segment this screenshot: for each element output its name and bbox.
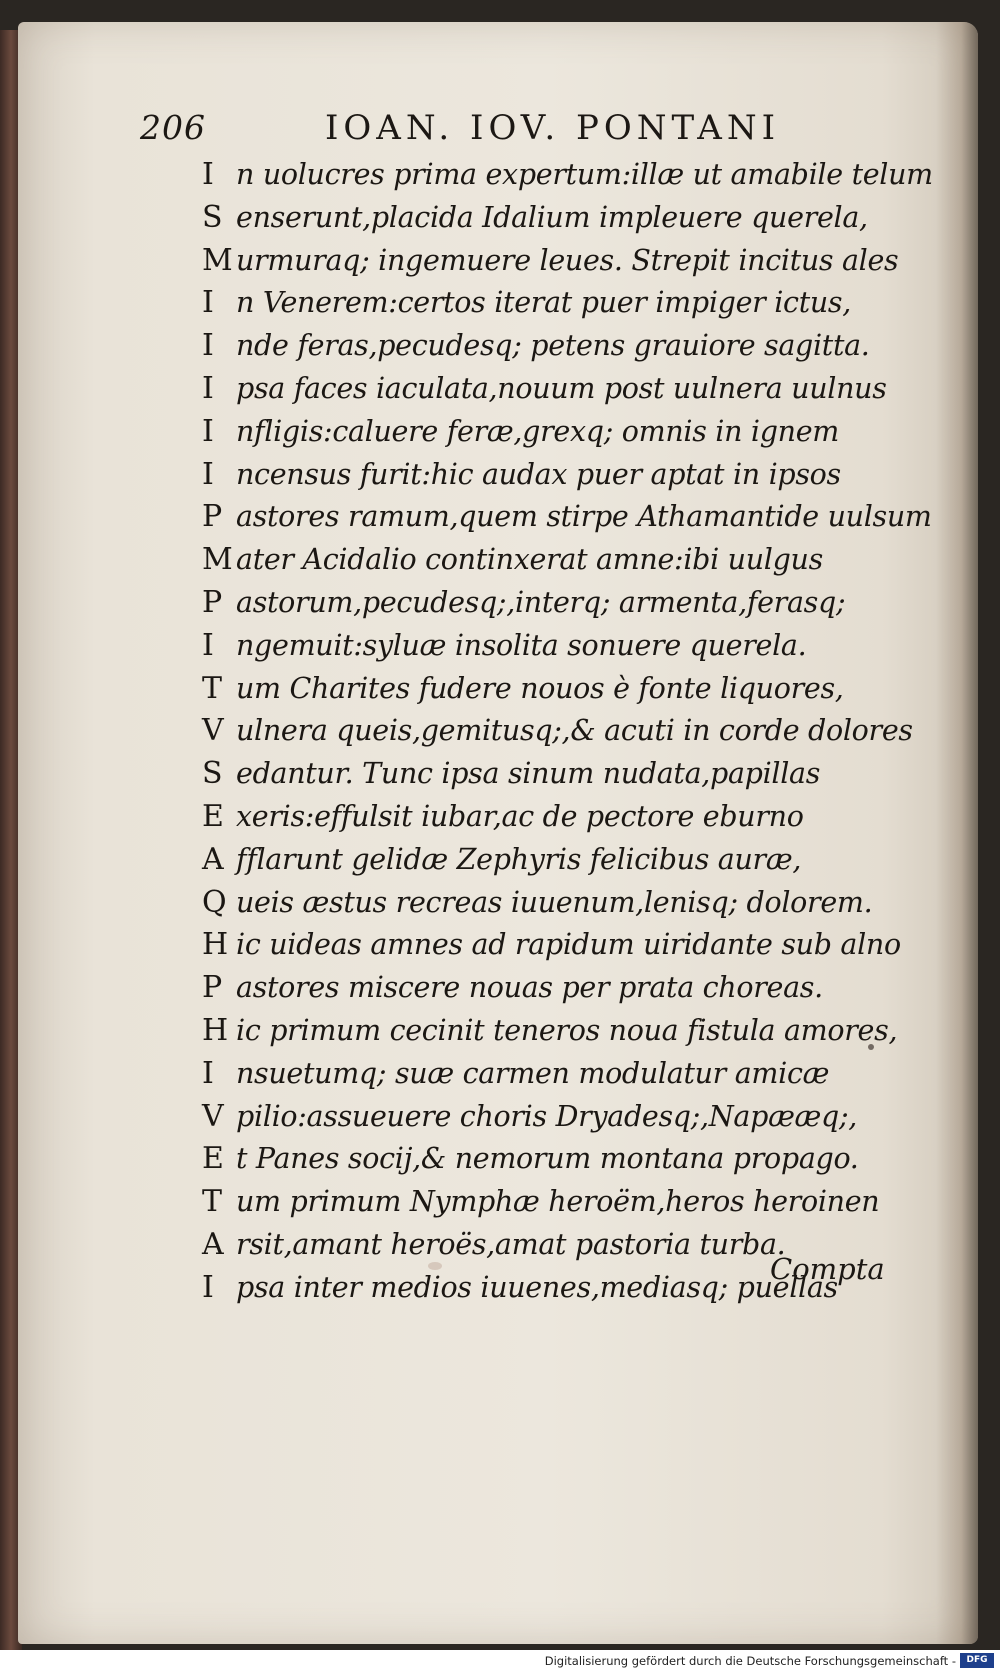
verse-initial: A: [202, 1226, 224, 1262]
verse-text: xeris:effulsit iubar,ac de pectore eburno: [236, 799, 804, 833]
verse-initial: P: [202, 970, 223, 1006]
verse-initial: E: [202, 1141, 224, 1177]
verse-text: n uolucres prima expertum:illæ ut amabile telum: [236, 158, 933, 191]
verse-line: [202, 1092, 942, 1135]
verse-initial: I: [202, 157, 214, 192]
verse-initial: I: [202, 1269, 214, 1305]
verse-line: [202, 236, 942, 279]
verse-line: [202, 1006, 942, 1049]
verse-initial: I: [202, 627, 214, 663]
verse-text: astores ramum,quem stirpe Athamantide uulsum: [236, 500, 932, 534]
verse-initial: I: [202, 456, 214, 492]
page-number: 206: [140, 108, 206, 147]
verse-text: nfligis:caluere feræ,grexq; omnis in ignem: [236, 414, 840, 448]
verse-initial: V: [202, 1098, 224, 1134]
verse-text: rsit,amant heroës,amat pastoria turba.: [236, 1227, 786, 1261]
verse-text: ncensus furit:hic audax puer aptat in ipsos: [236, 457, 841, 491]
verse-initial: S: [202, 199, 223, 235]
verse-initial: P: [202, 584, 223, 620]
verse-initial: T: [202, 670, 223, 706]
verse-text: pilio:assueuere choris Dryadesq;,Napææq;,: [236, 1099, 858, 1133]
verse-initial: M: [202, 242, 233, 278]
dfg-logo: DFG: [960, 1653, 994, 1668]
verse-text: ulnera queis,gemitusq;,& acuti in corde dolores: [236, 714, 913, 748]
verse-line: [202, 621, 942, 664]
verse-initial: Q: [202, 884, 227, 920]
verse-initial: E: [202, 798, 224, 834]
verse-text: psa inter medios iuuenes,mediasq; puellas: [236, 1270, 838, 1304]
verse-initial: P: [202, 499, 223, 535]
verse-initial: H: [202, 927, 229, 963]
verse-line: [202, 1134, 942, 1177]
verse-line: [202, 450, 942, 493]
verse-line: [202, 1177, 942, 1220]
verse-line: [202, 321, 942, 364]
verse-initial: S: [202, 756, 223, 792]
verse-text: t Panes socij,& nemorum montana propago.: [236, 1142, 859, 1176]
verse-line: [202, 193, 942, 236]
verse-text: ngemuit:syluæ insolita sonuere querela.: [236, 628, 807, 662]
verse-text: enserunt,placida Idalium impleuere querela,: [236, 200, 868, 234]
verse-line: [202, 578, 942, 621]
verse-initial: I: [202, 413, 214, 449]
verse-line: [202, 407, 942, 450]
verse-line: [202, 364, 942, 407]
verse-text: urmuraq; ingemuere leues. Strepit incitus ales: [236, 243, 899, 277]
verse-text: um primum Nymphæ heroëm,heros heroinen: [236, 1185, 880, 1219]
verse-text: n Venerem:certos iterat puer impiger ictus,: [236, 286, 852, 320]
verse-text: psa faces iaculata,nouum post uulnera uulnus: [236, 371, 887, 405]
verse-initial: M: [202, 542, 233, 578]
verse-line: [202, 749, 942, 792]
verse-initial: I: [202, 328, 214, 364]
verse-text: fflarunt gelidæ Zephyris felicibus auræ,: [236, 842, 802, 876]
verse-initial: H: [202, 1012, 229, 1048]
verse-line: [202, 535, 942, 578]
verse-text: ueis æstus recreas iuuenum,lenisq; dolorem.: [236, 885, 873, 919]
verse-initial: I: [202, 285, 214, 321]
verse-line: [202, 835, 942, 878]
funding-notice: Digitalisierung gefördert durch die Deutsche Forschungsgemeinschaft -: [544, 1654, 956, 1668]
verse-text: ic uideas amnes ad rapidum uiridante sub alno: [236, 928, 901, 962]
verse-text: nsuetumq; suæ carmen modulatur amicæ: [236, 1056, 830, 1090]
verse-block: [202, 150, 942, 1306]
running-head: IOAN. IOV. PONTANI: [325, 108, 781, 148]
verse-text: astores miscere nouas per prata choreas.: [236, 971, 823, 1005]
verse-text: nde feras,pecudesq; petens grauiore sagitta.: [236, 329, 870, 363]
verse-text: ater Acidalio continxerat amne:ibi uulgus: [236, 543, 823, 577]
verse-line: [202, 878, 942, 921]
catchword: Compta: [770, 1252, 885, 1286]
verse-line: [202, 1049, 942, 1092]
digitization-footer: [0, 1650, 1000, 1676]
verse-line: [202, 920, 942, 963]
verse-line: [202, 150, 942, 193]
verse-initial: A: [202, 841, 224, 877]
page-gutter-shadow: [936, 22, 978, 1644]
verse-line: [202, 792, 942, 835]
verse-initial: I: [202, 370, 214, 406]
verse-line: [202, 278, 942, 321]
verse-text: um Charites fudere nouos è fonte liquores,: [236, 671, 844, 705]
verse-initial: I: [202, 1055, 214, 1091]
verse-initial: V: [202, 713, 224, 749]
verse-line: [202, 664, 942, 707]
verse-initial: T: [202, 1184, 223, 1220]
verse-text: edantur. Tunc ipsa sinum nudata,papillas: [236, 757, 821, 791]
verse-line: [202, 492, 942, 535]
verse-line: [202, 706, 942, 749]
verse-line: [202, 963, 942, 1006]
verse-text: astorum,pecudesq;,interq; armenta,ferasq;: [236, 585, 846, 619]
verse-text: ic primum cecinit teneros noua fistula amores,: [236, 1013, 898, 1047]
